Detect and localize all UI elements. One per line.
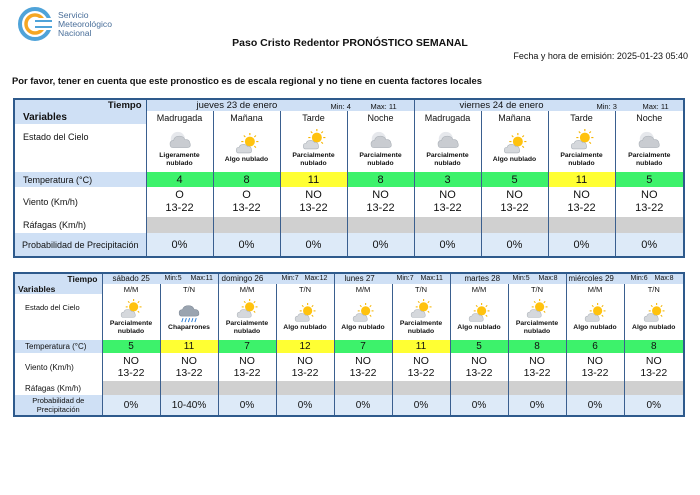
wind-direction: O xyxy=(175,189,184,201)
day-name: jueves 23 de enero xyxy=(196,100,278,111)
sky-condition: Parcialmente nublado xyxy=(628,152,671,167)
day-max: Max:8 xyxy=(538,275,558,282)
sky-condition: Parcialmente nublado xyxy=(225,320,269,335)
sky-condition: Parcialmente nublado xyxy=(359,152,402,167)
forecast-table-days-3-7 xyxy=(13,272,685,417)
gust-cell xyxy=(276,381,334,395)
wind-cell xyxy=(218,353,276,381)
gust-cell xyxy=(334,381,392,395)
prob-value: 0% xyxy=(450,395,508,416)
sun-cloud-icon xyxy=(293,303,317,323)
sky-condition: Algo nublado xyxy=(492,155,537,163)
period-name: Tarde xyxy=(548,111,615,124)
brand-line-1: Servicio xyxy=(58,10,89,20)
wind-speed: 13-22 xyxy=(635,202,664,214)
sun-cloud-icon xyxy=(642,303,666,323)
day-min: Min:6 xyxy=(630,275,648,282)
moon-cloud-icon xyxy=(167,129,193,151)
wind-direction: NO xyxy=(297,355,313,367)
wind-direction: NO xyxy=(645,355,662,367)
sky-cell xyxy=(392,294,450,340)
wind-speed: 13-22 xyxy=(523,367,551,379)
temp-value: 5 xyxy=(615,172,684,187)
sky-condition: Chaparrones xyxy=(168,323,210,331)
wind-label: Viento (Km/h) xyxy=(14,187,146,217)
day-max: Max: 11 xyxy=(642,102,669,111)
day-name: martes 28 xyxy=(464,274,501,283)
wind-direction: NO xyxy=(372,189,389,201)
sky-condition: Algo nublado xyxy=(573,323,617,331)
wind-cell xyxy=(102,353,160,381)
sky-condition: Algo nublado xyxy=(632,323,676,331)
temp-label: Temperatura (°C) xyxy=(14,340,102,353)
wind-cell xyxy=(414,187,481,217)
wind-direction: NO xyxy=(471,355,487,367)
day-min: Min: 4 xyxy=(330,102,351,111)
wind-cell xyxy=(160,353,218,381)
wind-direction: NO xyxy=(439,189,456,201)
brand-line-3: Nacional xyxy=(58,28,92,38)
sun-cloud-icon xyxy=(569,129,595,151)
moon-cloud-icon xyxy=(435,129,461,151)
sky-cell xyxy=(548,124,615,172)
gust-cell xyxy=(615,217,684,233)
period-name: Mañana xyxy=(213,111,280,124)
gust-cell xyxy=(347,217,414,233)
sun-cloud-icon xyxy=(467,303,491,323)
wind-direction: O xyxy=(242,189,251,201)
wind-direction: NO xyxy=(506,189,523,201)
variables-label: Variables xyxy=(14,111,146,124)
gust-label: Ráfagas (Km/h) xyxy=(14,217,146,233)
gust-cell xyxy=(414,217,481,233)
tiempo-label: Tiempo xyxy=(14,99,146,111)
temp-value: 11 xyxy=(280,172,347,187)
sky-condition: Algo nublado xyxy=(341,323,385,331)
emission-datetime: Fecha y hora de emisión: 2025-01-23 05:40 xyxy=(513,51,688,61)
day-name: miércoles 29 xyxy=(568,274,614,283)
sun-cloud-icon xyxy=(525,299,549,319)
period-name: Tarde xyxy=(280,111,347,124)
sky-condition: Algo nublado xyxy=(283,323,327,331)
day-header xyxy=(102,273,218,284)
sky-cell xyxy=(146,124,213,172)
gust-cell xyxy=(146,217,213,233)
sun-cloud-icon xyxy=(409,299,433,319)
sky-cell xyxy=(508,294,566,340)
wind-direction: NO xyxy=(587,355,603,367)
sky-cell xyxy=(276,294,334,340)
day-header xyxy=(414,99,684,111)
wind-cell xyxy=(548,187,615,217)
page-title: Paso Cristo Redentor PRONÓSTICO SEMANAL xyxy=(232,37,468,49)
wind-direction: NO xyxy=(123,355,139,367)
smn-logo-icon xyxy=(18,7,58,41)
wind-direction: NO xyxy=(305,189,322,201)
sun-cloud-icon xyxy=(235,299,259,319)
day-max: Max:11 xyxy=(420,275,443,282)
day-max: Max: 11 xyxy=(370,102,397,111)
sun-cloud-icon xyxy=(502,133,528,155)
day-min: Min: 3 xyxy=(596,102,617,111)
sky-cell xyxy=(218,294,276,340)
prob-value: 0% xyxy=(548,233,615,257)
sky-cell xyxy=(213,124,280,172)
prob-value: 0% xyxy=(218,395,276,416)
day-header xyxy=(146,99,414,111)
wind-speed: 13-22 xyxy=(349,367,377,379)
prob-label: Probabilidad de Precipitación xyxy=(14,395,102,416)
sun-cloud-icon xyxy=(351,303,375,323)
prob-value: 0% xyxy=(392,395,450,416)
temp-value: 5 xyxy=(450,340,508,353)
sky-condition: Parcialmente nublado xyxy=(515,320,559,335)
moon-cloud-icon xyxy=(636,129,662,151)
wind-direction: NO xyxy=(355,355,371,367)
prob-value: 0% xyxy=(481,233,548,257)
tiempo-label: Tiempo xyxy=(14,273,102,284)
gust-cell xyxy=(508,381,566,395)
day-max: Max:11 xyxy=(190,275,213,282)
period-name: M/M xyxy=(218,284,276,294)
day-name: viernes 24 de enero xyxy=(459,100,544,111)
wind-speed: 13-22 xyxy=(640,367,668,379)
temp-value: 12 xyxy=(276,340,334,353)
wind-speed: 13-22 xyxy=(500,202,529,214)
day-header xyxy=(218,273,334,284)
wind-direction: NO xyxy=(573,189,590,201)
wind-speed: 13-22 xyxy=(465,367,493,379)
gust-cell xyxy=(450,381,508,395)
sky-cell xyxy=(566,294,624,340)
wind-speed: 13-22 xyxy=(175,367,203,379)
sky-condition: Parcialmente nublado xyxy=(399,320,443,335)
sky-label: Estado del Cielo xyxy=(14,294,102,340)
period-name: Madrugada xyxy=(146,111,213,124)
temp-value: 8 xyxy=(508,340,566,353)
wind-speed: 13-22 xyxy=(407,367,435,379)
sky-cell xyxy=(481,124,548,172)
wind-cell xyxy=(508,353,566,381)
gust-cell xyxy=(102,381,160,395)
sky-condition: Algo nublado xyxy=(457,323,501,331)
temp-value: 7 xyxy=(218,340,276,353)
moon-cloud-icon xyxy=(368,129,394,151)
prob-value: 0% xyxy=(566,395,624,416)
wind-speed: 13-22 xyxy=(366,202,395,214)
prob-value: 10-40% xyxy=(160,395,218,416)
wind-cell xyxy=(392,353,450,381)
wind-direction: NO xyxy=(641,189,658,201)
temp-value: 5 xyxy=(481,172,548,187)
period-name: T/N xyxy=(160,284,218,294)
sky-cell xyxy=(347,124,414,172)
wind-speed: 13-22 xyxy=(567,202,596,214)
period-name: T/N xyxy=(624,284,684,294)
wind-cell xyxy=(450,353,508,381)
prob-value: 0% xyxy=(615,233,684,257)
gust-cell xyxy=(481,217,548,233)
sky-cell xyxy=(615,124,684,172)
wind-speed: 13-22 xyxy=(232,202,261,214)
sky-cell xyxy=(280,124,347,172)
prob-label: Probabilidad de Precipitación xyxy=(14,233,146,257)
temp-value: 11 xyxy=(548,172,615,187)
gust-cell xyxy=(213,217,280,233)
temp-value: 7 xyxy=(334,340,392,353)
period-name: T/N xyxy=(392,284,450,294)
gust-cell xyxy=(392,381,450,395)
sun-cloud-icon xyxy=(583,303,607,323)
prob-value: 0% xyxy=(624,395,684,416)
sky-cell xyxy=(102,294,160,340)
prob-value: 0% xyxy=(508,395,566,416)
sky-label: Estado del Cielo xyxy=(14,124,146,172)
sky-condition: Ligeramente nublado xyxy=(159,152,200,167)
period-name: M/M xyxy=(334,284,392,294)
temp-value: 3 xyxy=(414,172,481,187)
temp-value: 8 xyxy=(624,340,684,353)
wind-speed: 13-22 xyxy=(299,202,328,214)
sun-cloud-icon xyxy=(119,299,143,319)
sun-cloud-icon xyxy=(234,133,260,155)
sky-condition: Parcialmente nublado xyxy=(292,152,335,167)
forecast-table-days-1-2 xyxy=(13,98,685,258)
day-min: Min:5 xyxy=(164,275,182,282)
wind-direction: NO xyxy=(181,355,197,367)
temp-value: 5 xyxy=(102,340,160,353)
gust-label: Ráfagas (Km/h) xyxy=(14,381,102,395)
prob-value: 0% xyxy=(347,233,414,257)
day-name: domingo 26 xyxy=(221,274,264,283)
temp-value: 8 xyxy=(213,172,280,187)
day-header xyxy=(450,273,566,284)
period-name: Noche xyxy=(347,111,414,124)
gust-cell xyxy=(280,217,347,233)
wind-cell xyxy=(334,353,392,381)
day-max: Max:12 xyxy=(304,275,328,282)
wind-speed: 13-22 xyxy=(233,367,261,379)
wind-cell xyxy=(624,353,684,381)
sky-condition: Parcialmente nublado xyxy=(109,320,153,335)
gust-cell xyxy=(624,381,684,395)
sun-cloud-icon xyxy=(301,129,327,151)
day-max: Max:8 xyxy=(654,275,674,282)
sky-cell xyxy=(160,294,218,340)
wind-speed: 13-22 xyxy=(291,367,319,379)
period-name: M/M xyxy=(566,284,624,294)
wind-cell xyxy=(276,353,334,381)
prob-value: 0% xyxy=(280,233,347,257)
day-min: Min:7 xyxy=(281,275,299,282)
wind-cell xyxy=(213,187,280,217)
temp-value: 6 xyxy=(566,340,624,353)
prob-value: 0% xyxy=(276,395,334,416)
sky-condition: Algo nublado xyxy=(224,155,269,163)
sky-cell xyxy=(450,294,508,340)
wind-direction: NO xyxy=(413,355,429,367)
gust-cell xyxy=(218,381,276,395)
gust-cell xyxy=(548,217,615,233)
day-header xyxy=(334,273,450,284)
prob-value: 0% xyxy=(213,233,280,257)
wind-cell xyxy=(481,187,548,217)
day-min: Min:5 xyxy=(512,275,530,282)
wind-speed: 13-22 xyxy=(165,202,194,214)
regional-notice: Por favor, tener en cuenta que este pronostico es de escala regional y no tiene en cuenta factores locales xyxy=(12,75,482,86)
prob-value: 0% xyxy=(334,395,392,416)
period-name: T/N xyxy=(508,284,566,294)
day-header xyxy=(566,273,684,284)
prob-value: 0% xyxy=(146,233,213,257)
prob-value: 0% xyxy=(102,395,160,416)
sky-cell xyxy=(624,294,684,340)
period-name: Noche xyxy=(615,111,684,124)
day-name: sábado 25 xyxy=(112,274,150,283)
wind-cell xyxy=(615,187,684,217)
temp-value: 8 xyxy=(347,172,414,187)
wind-cell xyxy=(566,353,624,381)
period-name: Mañana xyxy=(481,111,548,124)
brand-name xyxy=(58,11,112,38)
temp-value: 11 xyxy=(160,340,218,353)
sky-cell xyxy=(414,124,481,172)
wind-cell xyxy=(280,187,347,217)
wind-direction: NO xyxy=(529,355,545,367)
temp-label: Temperatura (°C) xyxy=(14,172,146,187)
period-name: T/N xyxy=(276,284,334,294)
wind-speed: 13-22 xyxy=(433,202,462,214)
gust-cell xyxy=(566,381,624,395)
brand-line-2: Meteorológico xyxy=(58,19,112,29)
wind-cell xyxy=(347,187,414,217)
period-name: M/M xyxy=(102,284,160,294)
period-name: Madrugada xyxy=(414,111,481,124)
sky-condition: Parcialmente nublado xyxy=(560,152,603,167)
period-name: M/M xyxy=(450,284,508,294)
wind-speed: 13-22 xyxy=(581,367,609,379)
sky-condition: Parcialmente nublado xyxy=(426,152,469,167)
sky-cell xyxy=(334,294,392,340)
wind-label: Viento (Km/h) xyxy=(14,353,102,381)
wind-direction: NO xyxy=(239,355,255,367)
variables-label: Variables xyxy=(14,284,102,294)
rain-cloud-icon xyxy=(177,303,201,323)
gust-cell xyxy=(160,381,218,395)
day-name: lunes 27 xyxy=(344,274,375,283)
wind-speed: 13-22 xyxy=(117,367,145,379)
temp-value: 4 xyxy=(146,172,213,187)
day-min: Min:7 xyxy=(396,275,414,282)
prob-value: 0% xyxy=(414,233,481,257)
wind-cell xyxy=(146,187,213,217)
temp-value: 11 xyxy=(392,340,450,353)
